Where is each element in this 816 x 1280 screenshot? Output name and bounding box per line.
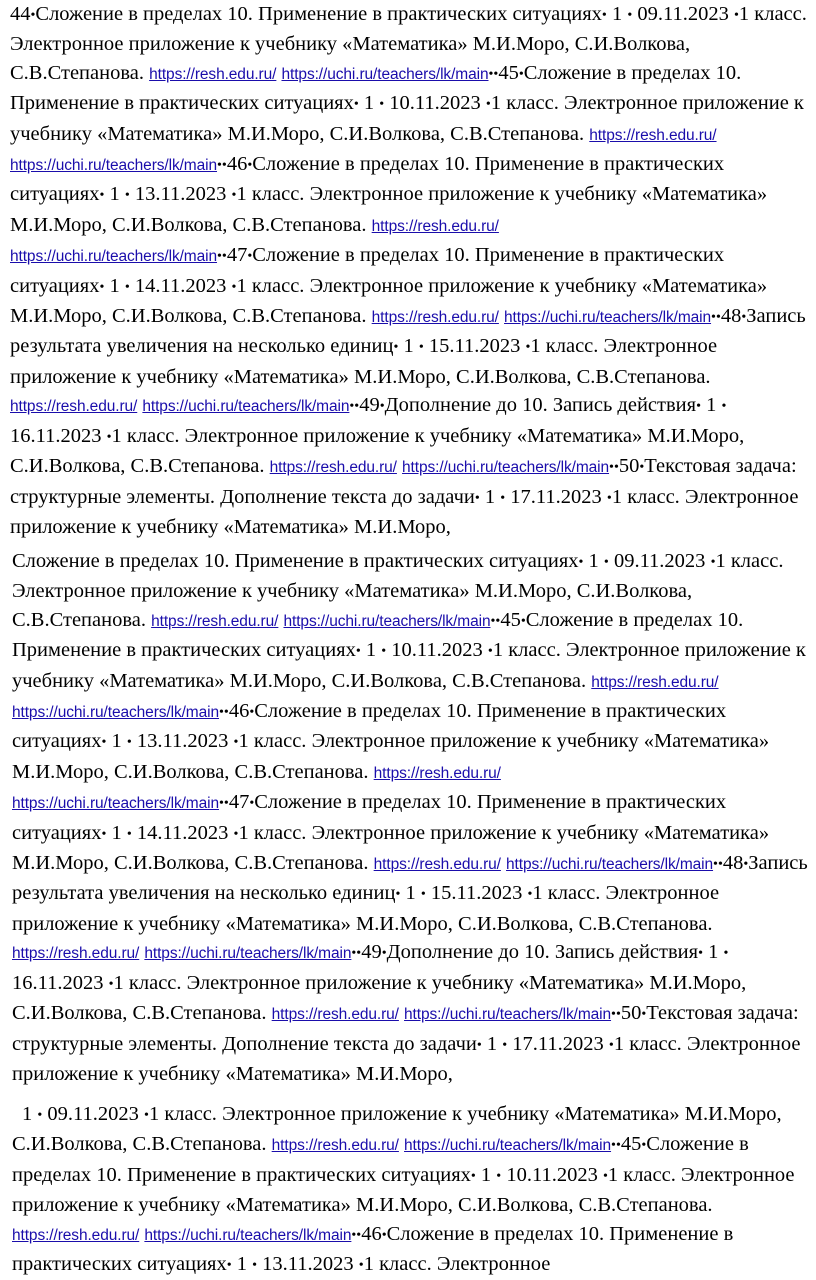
lesson-number: 47 xyxy=(226,244,248,267)
uchi-link[interactable]: https://uchi.ru/teachers/lk/main xyxy=(142,398,350,416)
bullet: • xyxy=(611,1138,616,1154)
lesson-number: 47 xyxy=(228,791,250,814)
grade-label: 1 класс. xyxy=(530,335,599,358)
lesson-title: Запись результата увеличения на несколько единиц xyxy=(10,305,806,358)
lesson-number: 46 xyxy=(228,700,250,723)
lesson-number: 48 xyxy=(722,852,744,875)
lesson-title: Запись результата увеличения на несколько единиц xyxy=(12,852,808,905)
grade-label: 1 класс. xyxy=(738,3,807,25)
lesson-number: 48 xyxy=(720,305,742,328)
resh-link[interactable]: https://resh.edu.ru/ xyxy=(151,612,279,630)
bullet: • xyxy=(381,946,387,962)
lesson-title: Дополнение до 10. Запись действия xyxy=(384,394,697,417)
resh-link[interactable]: https://resh.edu.ru/ xyxy=(269,459,397,477)
paragraph-3 xyxy=(0,1100,812,1280)
grade-label: 1 класс. xyxy=(148,1103,217,1125)
lesson-title: Текстовая задача: структурные элементы. Дополнение текста до задачи xyxy=(10,455,797,508)
bullet: • xyxy=(144,1108,149,1123)
grade-label: 1 класс. xyxy=(111,424,180,447)
bullet: • xyxy=(99,188,105,204)
grade-label: 1 класс. xyxy=(113,971,182,994)
lesson-hours: 1 xyxy=(111,821,122,844)
lesson-date: 09.11.2023 xyxy=(613,550,706,572)
lesson-number: 49 xyxy=(361,941,382,964)
uchi-link[interactable]: https://uchi.ru/teachers/lk/main xyxy=(402,459,610,477)
bullet: • xyxy=(247,249,253,265)
paragraph-2 xyxy=(0,547,812,1088)
bullet: • xyxy=(490,613,496,629)
bullet: • xyxy=(527,887,533,903)
grade-label: 1 класс. xyxy=(490,92,559,115)
lesson-hours: 1 xyxy=(109,183,120,206)
bullet: • xyxy=(233,735,239,751)
resource-text: Электронное приложение к учебнику «Математика» М.И.Моро, xyxy=(12,1032,801,1085)
uchi-link[interactable]: https://uchi.ru/teachers/lk/main xyxy=(10,157,218,175)
resource-text: Электронное приложение к учебнику «Математика» М.И.Моро, С.И.Волкова, С.В.Степанова. xyxy=(12,882,720,935)
bullet: • xyxy=(608,1037,614,1053)
bullet: • xyxy=(741,310,747,326)
bullet: • xyxy=(476,1037,482,1053)
lesson-date: 09.11.2023 xyxy=(47,1103,139,1125)
lesson-number: 45 xyxy=(498,61,519,84)
bullet: • xyxy=(247,158,253,174)
lesson-title: Сложение в пределах 10. Применение в практических ситуациях xyxy=(12,550,579,572)
lesson-date: 16.11.2023 xyxy=(10,424,102,447)
bullet: • xyxy=(641,1138,647,1154)
bullet: • xyxy=(108,976,114,992)
lesson-date: 10.11.2023 xyxy=(506,1163,598,1186)
lesson-date: 10.11.2023 xyxy=(391,639,483,662)
resh-link[interactable]: https://resh.edu.ru/ xyxy=(271,1137,399,1155)
lesson-title: Сложение в пределах 10. Применение в практических ситуациях xyxy=(12,608,744,662)
grade-label: 1 класс. xyxy=(532,882,601,905)
resource-text: Электронное приложение к учебнику «Математика» М.И.Моро, С.И.Волкова, С.В.Степанова. xyxy=(10,274,768,328)
bullet: • xyxy=(223,705,229,721)
lesson-hours: 1 xyxy=(109,274,120,297)
lesson-hours: 1 xyxy=(236,1253,248,1276)
uchi-link[interactable]: https://uchi.ru/teachers/lk/main xyxy=(12,795,220,813)
grade-label: 1 класс. xyxy=(613,1032,682,1055)
lesson-title: Сложение в пределах 10. Применение в практических ситуациях xyxy=(10,153,725,206)
bullet: • xyxy=(99,279,105,295)
bullet: • xyxy=(381,644,387,660)
bullet: • xyxy=(233,826,239,842)
bullet: • xyxy=(495,613,501,629)
lesson-number: 50 xyxy=(620,1002,642,1025)
bullet: • xyxy=(249,705,255,721)
bullet: • xyxy=(249,796,255,812)
resource-text-fragment: Электронное xyxy=(436,1253,551,1276)
lesson-hours: 1 xyxy=(708,941,719,964)
bullet: • xyxy=(606,490,612,506)
resource-text: Электронное приложение к учебнику «Математика» М.И.Моро, xyxy=(10,485,799,538)
lesson-hours: 1 xyxy=(588,550,599,572)
resource-text: Электронное приложение к учебнику «Математика» М.И.Моро, С.И.Волкова, С.В.Степанова. xyxy=(10,335,718,388)
lesson-number: 46 xyxy=(226,153,248,176)
bullet: • xyxy=(223,796,229,812)
bullet: • xyxy=(101,826,107,842)
grade-label: 1 класс. xyxy=(611,485,680,508)
bullet: • xyxy=(221,158,227,174)
uchi-link[interactable]: https://uchi.ru/teachers/lk/main xyxy=(504,309,712,327)
lesson-hours: 1 xyxy=(403,335,414,358)
bullet: • xyxy=(355,644,361,660)
uchi-link[interactable]: https://uchi.ru/teachers/lk/main xyxy=(12,704,220,722)
lesson-title: Сложение в пределах 10. Применение в практических ситуациях xyxy=(35,3,602,25)
lesson-title: Сложение в пределах 10. Применение в практических ситуациях xyxy=(12,700,727,753)
bullet: • xyxy=(717,857,723,873)
resource-text: Электронное приложение к учебнику «Математика» М.И.Моро, С.И.Волкова, С.В.Степанова. xyxy=(12,821,770,875)
bullet: • xyxy=(639,460,645,476)
lesson-number: 45 xyxy=(500,608,521,631)
bullet: • xyxy=(356,946,362,962)
bullet: • xyxy=(488,66,494,82)
lesson-date: 14.11.2023 xyxy=(134,274,227,297)
resh-link[interactable]: https://resh.edu.ru/ xyxy=(371,309,499,327)
bullet: • xyxy=(418,340,424,356)
resource-text: Электронное приложение к учебнику «Математика» М.И.Моро, С.И.Волкова, С.В.Степанова. xyxy=(10,92,804,145)
bullet: • xyxy=(723,946,729,962)
lesson-hours: 1 xyxy=(405,882,416,905)
bullet: • xyxy=(609,460,614,476)
bullet: • xyxy=(124,279,130,295)
bullet: • xyxy=(37,1108,43,1123)
bullet: • xyxy=(525,340,531,356)
bullet: • xyxy=(356,1227,362,1243)
bullet: • xyxy=(733,8,739,23)
lesson-title: Сложение в пределах 10. Применение в практических ситуациях xyxy=(12,1133,749,1186)
lesson-hours: 1 xyxy=(22,1103,33,1125)
resh-link[interactable]: https://resh.edu.ru/ xyxy=(10,398,138,416)
bullet: • xyxy=(603,555,609,570)
bullet: • xyxy=(381,1227,387,1243)
bullet: • xyxy=(601,8,607,23)
bullet: • xyxy=(578,555,584,570)
lesson-date: 17.11.2023 xyxy=(510,485,602,508)
lesson-hours: 1 xyxy=(486,1032,498,1055)
resource-text: Электронное приложение к учебнику «Математика» М.И.Моро, С.И.Волкова, С.В.Степанова. xyxy=(10,183,768,236)
bullet: • xyxy=(502,1037,508,1053)
bullet: • xyxy=(349,399,355,415)
bullet: • xyxy=(518,66,524,82)
bullet: • xyxy=(217,158,222,174)
bullet: • xyxy=(354,399,360,415)
grade-label: 1 класс. xyxy=(363,1253,432,1276)
bullet: • xyxy=(30,8,36,23)
paragraph-1 xyxy=(0,0,812,541)
bullet: • xyxy=(219,796,224,812)
bullet: • xyxy=(420,887,426,903)
lesson-number: 49 xyxy=(359,394,380,417)
grade-label: 1 класс. xyxy=(607,1163,676,1186)
bullet: • xyxy=(713,857,718,873)
bullet: • xyxy=(358,1258,364,1274)
bullet: • xyxy=(698,946,703,962)
bullet: • xyxy=(474,490,480,506)
resh-link[interactable]: https://resh.edu.ru/ xyxy=(12,945,140,963)
bullet: • xyxy=(226,1258,232,1274)
lesson-date: 10.11.2023 xyxy=(389,92,481,115)
bullet: • xyxy=(126,826,132,842)
lesson-date: 09.11.2023 xyxy=(637,3,729,25)
uchi-link[interactable]: https://uchi.ru/teachers/lk/main xyxy=(404,1137,612,1155)
bullet: • xyxy=(106,429,112,445)
bullet: • xyxy=(602,1168,608,1184)
resh-link[interactable]: https://resh.edu.ru/ xyxy=(149,65,277,83)
lesson-hours: 1 xyxy=(111,730,122,753)
grade-label: 1 класс. xyxy=(715,550,784,572)
bullet: • xyxy=(496,1168,502,1184)
lesson-number: 50 xyxy=(618,455,640,478)
uchi-link[interactable]: https://uchi.ru/teachers/lk/main xyxy=(404,1006,612,1024)
bullet: • xyxy=(743,857,749,873)
bullet: • xyxy=(219,705,224,721)
bullet: • xyxy=(485,97,491,113)
lesson-title: Сложение в пределах 10. Применение в практических ситуациях xyxy=(10,244,725,297)
lesson-number: 44 xyxy=(10,3,31,25)
lesson-title: Сложение в пределах 10. Применение в практических ситуациях xyxy=(10,61,742,115)
bullet: • xyxy=(351,946,357,962)
lesson-date: 16.11.2023 xyxy=(12,971,104,994)
lesson-hours: 1 xyxy=(363,92,375,115)
resh-link[interactable]: https://resh.edu.ru/ xyxy=(12,1226,140,1244)
uchi-link[interactable]: https://uchi.ru/teachers/lk/main xyxy=(144,1226,352,1244)
resource-text: Электронное приложение к учебнику «Математика» М.И.Моро, С.И.Волкова, С.В.Степанова. xyxy=(10,424,745,478)
bullet: • xyxy=(696,399,701,415)
lesson-hours: 1 xyxy=(365,639,377,662)
bullet: • xyxy=(393,340,399,356)
uchi-link[interactable]: https://uchi.ru/teachers/lk/main xyxy=(144,945,352,963)
uchi-link[interactable]: https://uchi.ru/teachers/lk/main xyxy=(10,248,218,266)
bullet: • xyxy=(395,887,401,903)
resource-text: Электронное приложение к учебнику «Математика» М.И.Моро, С.И.Волкова, С.В.Степанова. xyxy=(12,1103,782,1156)
resource-text: Электронное приложение к учебнику «Математика» М.И.Моро, С.И.Волкова, С.В.Степанова. xyxy=(12,971,747,1025)
paragraph-2-text xyxy=(0,547,812,1088)
bullet: • xyxy=(613,460,619,476)
bullet: • xyxy=(615,1138,621,1154)
bullet: • xyxy=(710,555,716,570)
bullet: • xyxy=(641,1007,647,1023)
resh-link[interactable]: https://resh.edu.ru/ xyxy=(591,673,719,691)
lesson-hours: 1 xyxy=(706,394,717,417)
bullet: • xyxy=(379,97,385,113)
resource-text: Электронное приложение к учебнику «Математика» М.И.Моро, С.И.Волкова, С.В.Степанова. xyxy=(12,730,770,783)
lesson-date: 15.11.2023 xyxy=(428,335,521,358)
bullet: • xyxy=(615,1007,621,1023)
lesson-date: 17.11.2023 xyxy=(512,1032,604,1055)
bullet: • xyxy=(221,249,227,265)
resh-link[interactable]: https://resh.edu.ru/ xyxy=(373,856,501,874)
resh-link[interactable]: https://resh.edu.ru/ xyxy=(371,217,499,235)
lesson-hours: 1 xyxy=(611,3,623,25)
lesson-date: 14.11.2023 xyxy=(136,821,229,844)
bullet: • xyxy=(721,399,727,415)
bullet: • xyxy=(520,613,526,629)
bullet: • xyxy=(351,1227,357,1243)
bullet: • xyxy=(711,310,716,326)
grade-label: 1 класс. xyxy=(238,821,307,844)
bullet: • xyxy=(124,188,130,204)
resh-link[interactable]: https://resh.edu.ru/ xyxy=(271,1006,399,1024)
lesson-date: 13.11.2023 xyxy=(262,1253,354,1276)
bullet: • xyxy=(470,1168,476,1184)
bullet: • xyxy=(231,279,237,295)
uchi-link[interactable]: https://uchi.ru/teachers/lk/main xyxy=(283,612,491,630)
lesson-title: Сложение в пределах 10. Применение в практических ситуациях xyxy=(12,791,727,844)
lesson-number: 46 xyxy=(361,1222,382,1245)
bullet: • xyxy=(379,399,385,415)
lesson-number: 45 xyxy=(620,1133,642,1156)
bullet: • xyxy=(487,644,493,660)
lesson-title: Сложение в пределах 10. Применение в практических ситуациях xyxy=(12,1222,734,1276)
grade-label: 1 класс. xyxy=(492,639,561,662)
bullet: • xyxy=(493,66,499,82)
resource-text: Электронное приложение к учебнику «Математика» М.И.Моро, С.И.Волкова, С.В.Степанова. xyxy=(12,1163,795,1217)
bullet: • xyxy=(217,249,222,265)
bullet: • xyxy=(126,735,132,751)
bullet: • xyxy=(231,188,237,204)
bullet: • xyxy=(353,97,359,113)
resource-text: Электронное приложение к учебнику «Математика» М.И.Моро, С.И.Волкова, С.В.Степанова. xyxy=(10,33,691,84)
lesson-hours: 1 xyxy=(484,485,496,508)
uchi-link[interactable]: https://uchi.ru/teachers/lk/main xyxy=(506,856,714,874)
grade-label: 1 класс. xyxy=(238,730,307,753)
resh-link[interactable]: https://resh.edu.ru/ xyxy=(589,126,717,144)
lesson-date: 15.11.2023 xyxy=(430,882,523,905)
bullet: • xyxy=(500,490,506,506)
resource-text: Электронное приложение к учебнику «Математика» М.И.Моро, С.И.Волкова, С.В.Степанова. xyxy=(12,580,693,631)
grade-label: 1 класс. xyxy=(236,183,305,206)
bullet: • xyxy=(101,735,107,751)
paragraph-3-text xyxy=(0,1100,812,1280)
grade-label: 1 класс. xyxy=(236,274,305,297)
lesson-date: 13.11.2023 xyxy=(136,730,229,753)
bullet: • xyxy=(611,1007,616,1023)
paragraph-1-text xyxy=(0,0,812,541)
bullet: • xyxy=(715,310,721,326)
bullet: • xyxy=(252,1258,258,1274)
bullet: • xyxy=(627,8,633,23)
lesson-title: Текстовая задача: структурные элементы. Дополнение текста до задачи xyxy=(12,1002,799,1055)
resh-link[interactable]: https://resh.edu.ru/ xyxy=(373,764,501,782)
lesson-hours: 1 xyxy=(480,1163,492,1186)
lesson-title: Дополнение до 10. Запись действия xyxy=(386,941,699,964)
uchi-link[interactable]: https://uchi.ru/teachers/lk/main xyxy=(281,65,489,83)
resource-text: Электронное приложение к учебнику «Математика» М.И.Моро, С.И.Волкова, С.В.Степанова. xyxy=(12,639,806,692)
lesson-date: 13.11.2023 xyxy=(134,183,227,206)
